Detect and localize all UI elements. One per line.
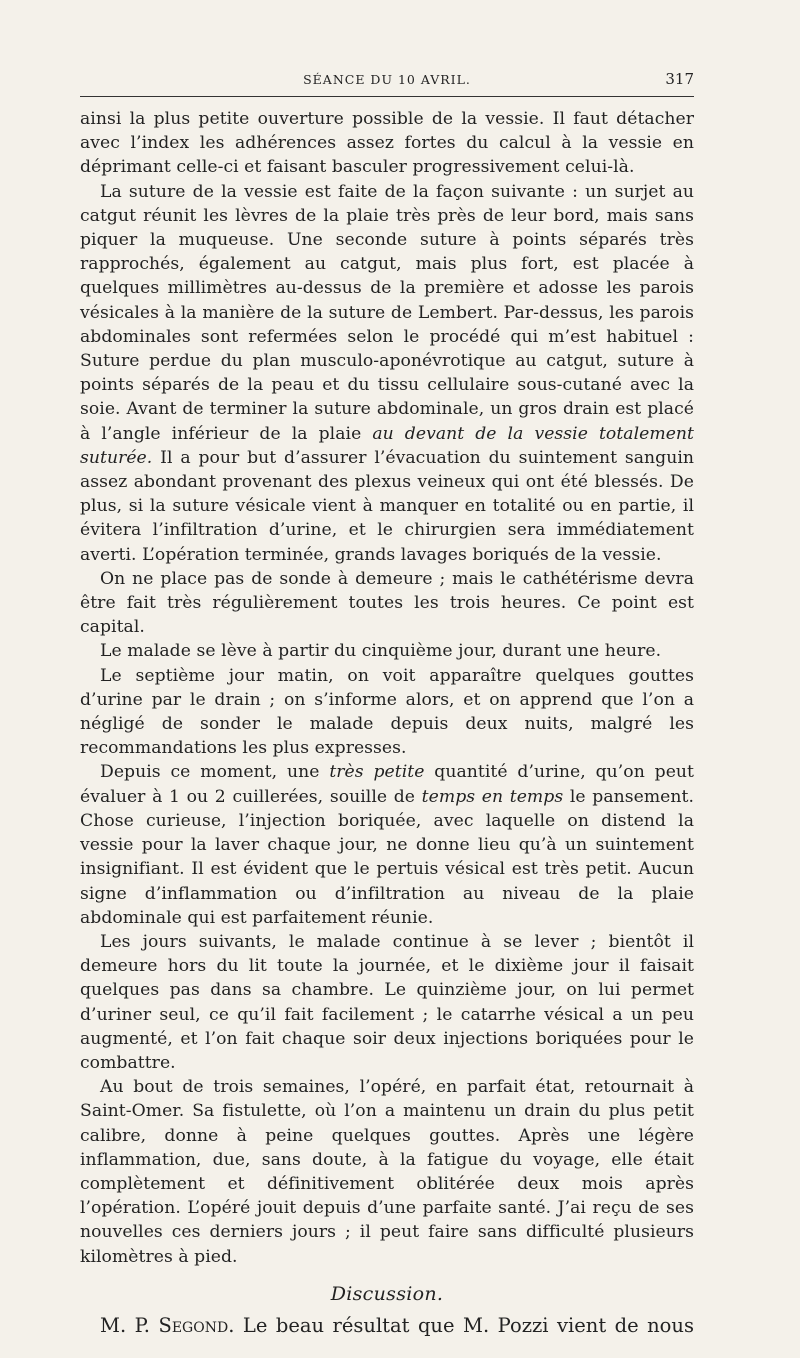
page-header bbox=[80, 62, 694, 96]
paragraph-3: On ne place pas de sonde à demeure ; mais le cathétérisme devra être fait très régulièrement toutes les trois heures. Ce point est capital. bbox=[80, 568, 694, 638]
paragraph-2-text-a: La suture de la vessie est faite de la façon suivante : un surjet au catgut réunit les lèvres de la plaie très près de leur bord, mais sans piquer la muqueuse. Une seconde suture à points séparés très rapprochés, également au catgut, mais plus fort, est placée à quelques millimètres au-dessus de la première et adosse les parois vésicales à la manière de la suture de Lembert. Par-dessus, les parois abdominales sont refermées selon le procédé qui m’est habituel : Suture perdue du plan musculo-aponévrotique au catgut, suture à points séparés de la peau et du tissu cellulaire sous-cutané avec la soie. Avant de terminer la suture abdominale, un gros drain est placé à l’angle inférieur de la plaie bbox=[80, 181, 694, 444]
paragraph-4: Le malade se lève à partir du cinquième jour, durant une heure. bbox=[100, 641, 662, 662]
paragraph-6-text-a: Depuis ce moment, une bbox=[100, 762, 320, 783]
discussion-paragraph bbox=[80, 1313, 694, 1339]
paragraph-6-text-b: quantité d’urine, qu’on peut évaluer à 1 ou 2 cuillerées, souille de bbox=[80, 762, 695, 807]
section-title: Discussion. bbox=[330, 1282, 444, 1305]
paragraph-2-italic: au devant de la vessie totalement suturée. bbox=[80, 423, 694, 468]
paragraph-8: Au bout de trois semaines, l’opéré, en parfait état, retournait à Saint-Omer. Sa fistulette, où l’on a maintenu un drain du plus petit calibre, donne à peine quelques gouttes. Après une légère inflammation, due, sans doute, à la fatigue du voyage, elle était complètement et définitivement oblitérée deux mois après l’opération. L’opéré jouit depuis d’une parfaite santé. J’ai reçu de ses nouvelles ces derniers jours ; il peut faire sans difficulté plusieurs kilomètres à pied. bbox=[80, 1077, 694, 1267]
paragraph-6-italic-1: très petite bbox=[329, 762, 425, 783]
header-rule bbox=[80, 96, 694, 97]
paragraph-6 bbox=[80, 760, 694, 929]
paragraph-7: Les jours suivants, le malade continue à se lever ; bientôt il demeure hors du lit toute la journée, et le dixième jour il faisait quelques pas dans sa chambre. Le quinzième jour, on lui permet d’uriner seul, ce qu’il fait facilement ; le catarrhe vésical a un peu augmenté, et l’on fait chaque soir deux injections boriquées pour le combattre. bbox=[80, 931, 694, 1073]
paragraph-6-italic-2: temps en temps bbox=[421, 786, 564, 807]
speaker-name: M. P. Segond. bbox=[100, 1313, 235, 1337]
page bbox=[80, 62, 694, 1339]
paragraph-5: Le septième jour matin, on voit apparaître quelques gouttes d’urine par le drain ; on s’informe alors, et on apprend que l’on a négligé de sonder le malade depuis deux nuits, malgré les recommandations les plus expresses. bbox=[80, 665, 694, 759]
page-number: 317 bbox=[665, 70, 694, 88]
running-head: SÉANCE DU 10 AVRIL. bbox=[303, 72, 471, 87]
paragraph-2 bbox=[80, 180, 694, 567]
discussion-text: Le beau résultat que M. Pozzi vient de nous bbox=[242, 1313, 694, 1337]
paragraph-6-text-c: le pansement. Chose curieuse, l’injection boriquée, avec laquelle on distend la vessie pour la laver chaque jour, ne donne lieu qu’à un suintement insignifiant. Il est évident que le pertuis vésical est très petit. Aucun signe d’inflammation ou d’infiltration au niveau de la plaie abdominale qui est parfaitement réunie. bbox=[80, 786, 694, 928]
paragraph-1: ainsi la plus petite ouverture possible de la vessie. Il faut détacher avec l’index les adhérences assez fortes du calcul à la vessie en déprimant celle-ci et faisant basculer progressivement celui-là. bbox=[80, 109, 694, 178]
paragraph-2-text-b: Il a pour but d’assurer l’évacuation du suintement sanguin assez abondant provenant des plexus veineux qui ont été blessés. De plus, si la suture vésicale vient à manquer en totalité ou en partie, il évitera l’infiltration d’urine, et le chirurgien sera immédiatement averti. L’opération terminée, grands lavages boriqués de la vessie. bbox=[80, 447, 695, 565]
